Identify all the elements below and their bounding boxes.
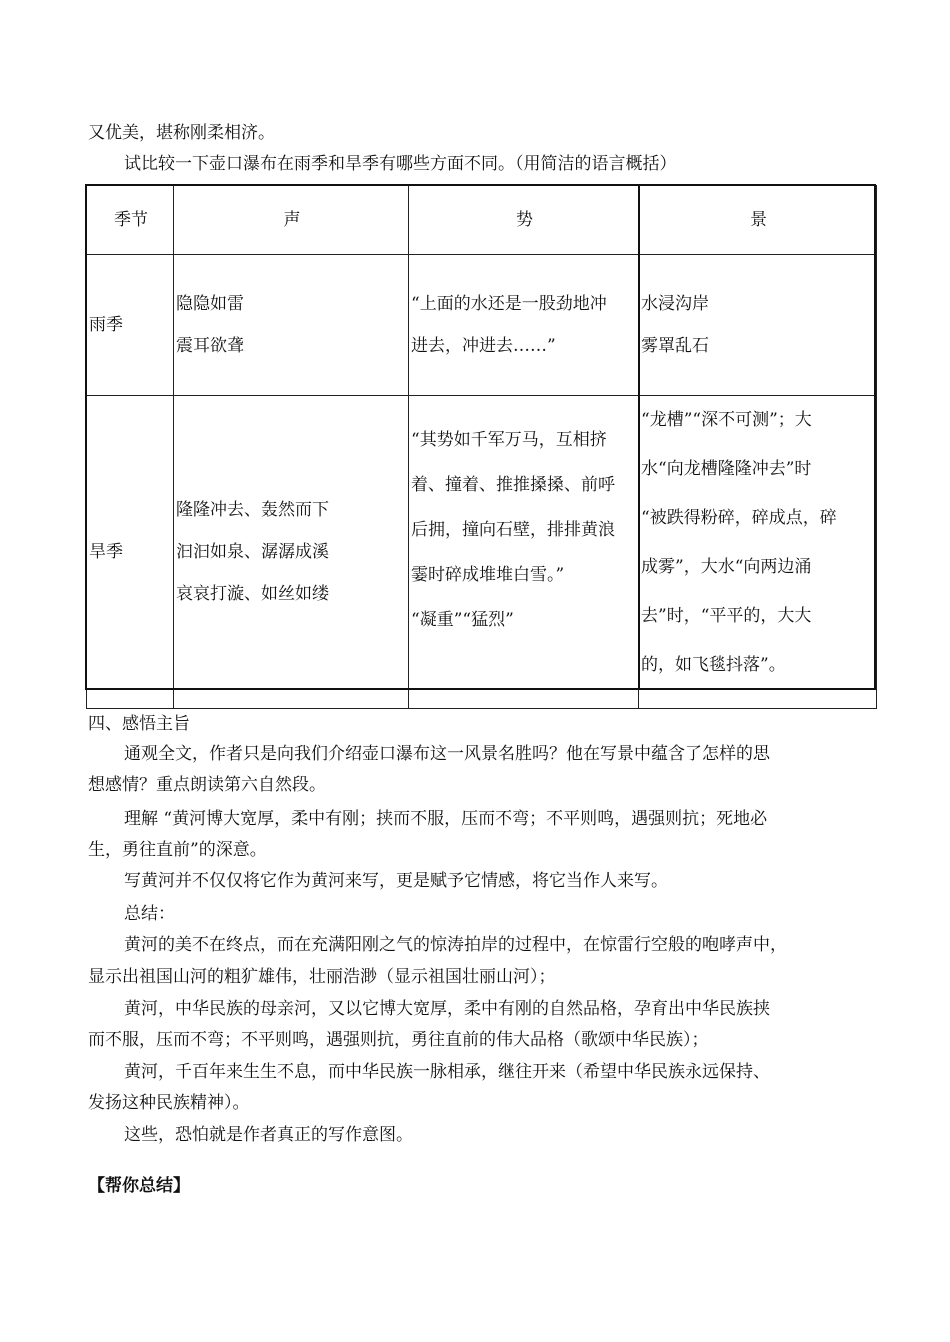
section4-p1-line2: 想感情？重点朗读第六自然段。 xyxy=(88,775,326,795)
rainy-sound-cell: 隐隐如雷 震耳欲聋 xyxy=(174,255,409,396)
section4-p6-line1: 黄河，中华民族的母亲河，又以它博大宽厚，柔中有刚的自然品格，孕育出中华民族挟 xyxy=(124,999,770,1019)
section4-p7-line2: 发扬这种民族精神）。 xyxy=(88,1093,250,1113)
section4-p1-line1: 通观全文，作者只是向我们介绍壶口瀑布这一风景名胜吗？他在写景中蕴含了怎样的思 xyxy=(124,744,770,764)
section4-p5-line1: 黄河的美不在终点，而在充满阳刚之气的惊涛拍岸的过程中，在惊雷行空般的咆哮声中， xyxy=(124,935,787,955)
section4-p3: 写黄河并不仅仅将它作为黄河来写，更是赋予它情感，将它当作人来写。 xyxy=(124,871,668,891)
question-text: 试比较一下壶口瀑布在雨季和旱季有哪些方面不同。（用简洁的语言概括） xyxy=(124,154,677,174)
dry-momentum-cell: “其势如千军万马，互相挤 着、撞着、推推搡搡、前呼 后拥，撞向石壁，排排黄浪 霎时碎成堆堆白雪。” “凝重”“猛烈” xyxy=(409,396,639,709)
header-scene: 景 xyxy=(639,186,877,255)
section4-heading: 四、感悟主旨 xyxy=(88,714,190,734)
comparison-table xyxy=(86,185,877,709)
dry-sound-cell: 隆隆冲去、轰然而下 汩汩如泉、潺潺成溪 哀哀打漩、如丝如缕 xyxy=(174,396,409,709)
dry-scene-cell: “龙槽”“深不可测”；大 水“向龙槽隆隆冲去”时 “被跌得粉碎，碎成点，碎 成雾”，大水“向两边涌 去”时，“平平的，大大 的，如飞毯抖落”。 xyxy=(639,396,877,709)
rainy-season-label: 雨季 xyxy=(87,255,174,396)
intro-end-text: 又优美，堪称刚柔相济。 xyxy=(88,123,275,143)
rainy-scene-cell: 水浸沟岸 雾罩乱石 xyxy=(639,255,877,396)
table-row xyxy=(87,396,877,709)
rainy-momentum-cell: “上面的水还是一股劲地冲 进去，冲进去……” xyxy=(409,255,639,396)
section4-p7-line1: 黄河，千百年来生生不息，而中华民族一脉相承，继往开来（希望中华民族永远保持、 xyxy=(124,1062,770,1082)
section4-p2-line2: 生，勇往直前”的深意。 xyxy=(88,840,267,860)
table-header-row xyxy=(87,186,877,255)
section4-p5-line2: 显示出祖国山河的粗犷雄伟，壮丽浩渺（显示祖国壮丽山河）； xyxy=(88,967,556,987)
header-momentum: 势 xyxy=(409,186,639,255)
header-sound: 声 xyxy=(174,186,409,255)
summary-heading: 【帮你总结】 xyxy=(88,1176,190,1196)
section4-p6-line2: 而不服，压而不弯；不平则鸣，遇强则抗，勇往直前的伟大品格（歌颂中华民族）； xyxy=(88,1030,709,1050)
section4-p4: 总结： xyxy=(124,904,175,924)
table-row xyxy=(87,255,877,396)
header-season: 季节 xyxy=(87,186,174,255)
section4-p8: 这些，恐怕就是作者真正的写作意图。 xyxy=(124,1125,413,1145)
dry-season-label: 旱季 xyxy=(87,396,174,709)
section4-p2-line1: 理解 “黄河博大宽厚，柔中有刚；挟而不服，压而不弯；不平则鸣，遇强则抗；死地必 xyxy=(124,809,768,829)
